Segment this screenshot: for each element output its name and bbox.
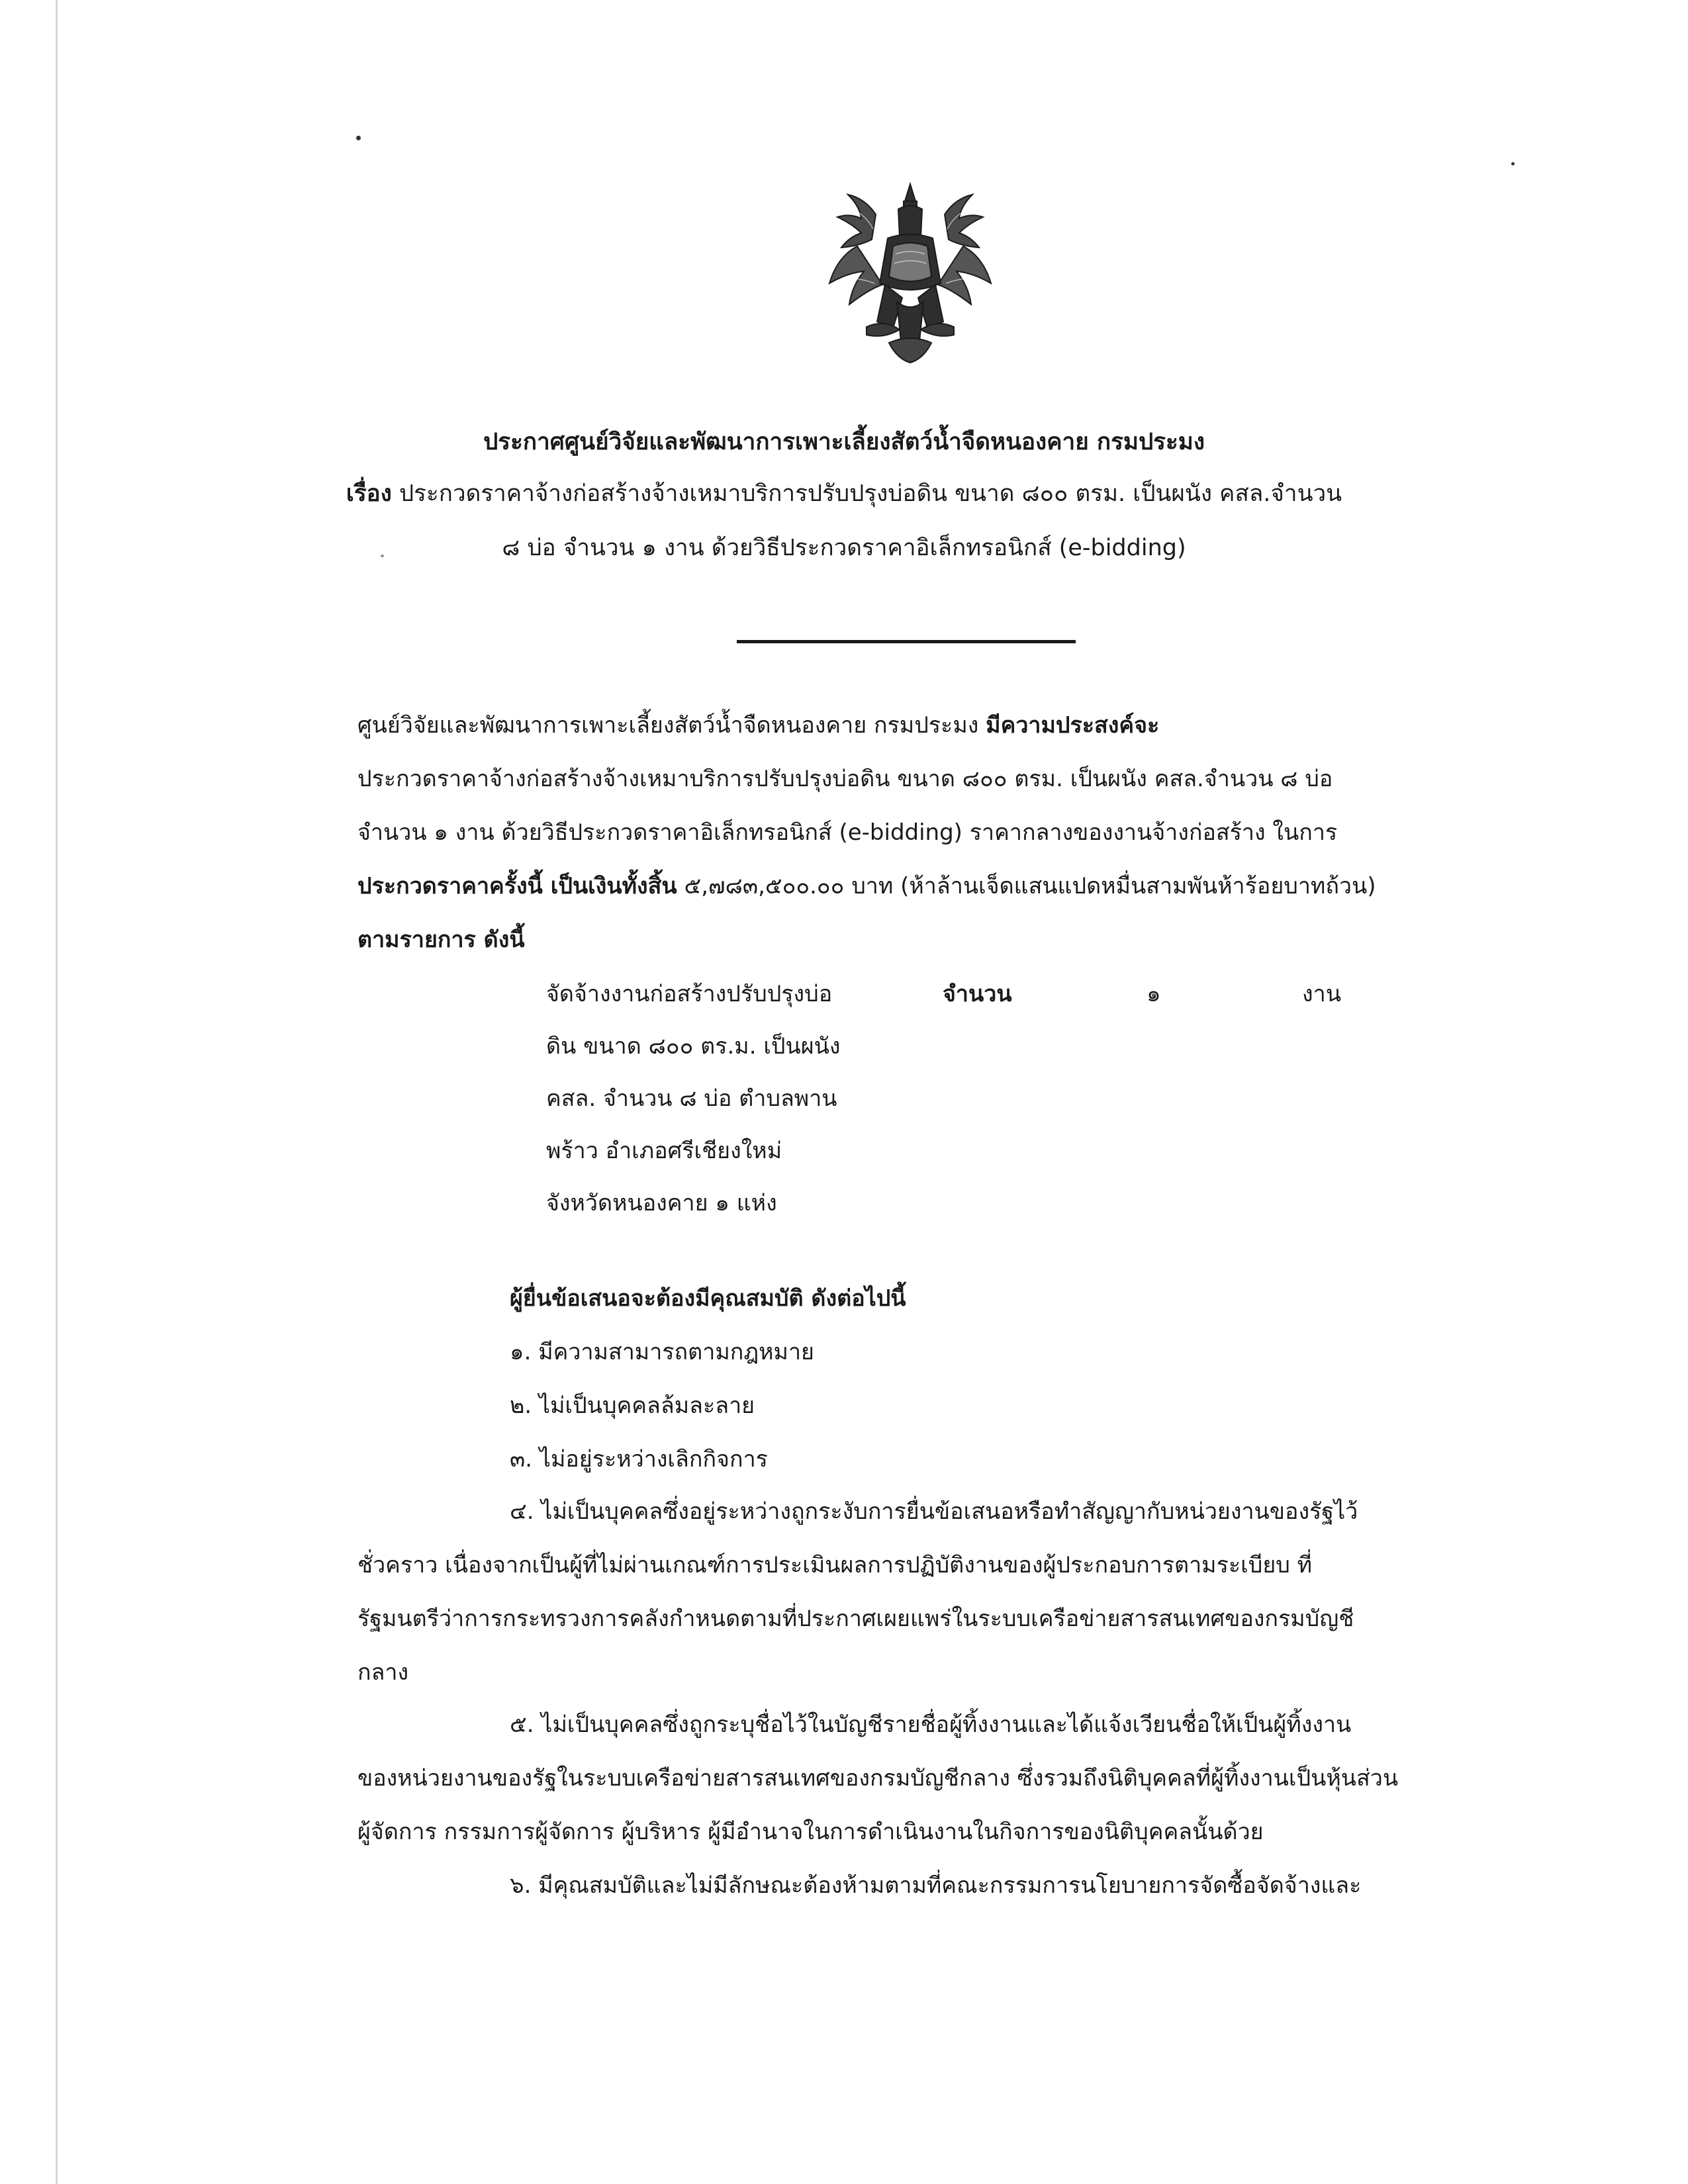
intro-line: ศูนย์วิจัยและพัฒนาการเพาะเลี้ยงสัตว์น้ำจืดหนองคาย กรมประมง มีความประสงค์จะ: [357, 712, 1160, 739]
announcement-subject-cont: ๘ บ่อ จำนวน ๑ งาน ด้วยวิธีประกวดราคาอิเล็กทรอนิกส์ (e-bidding): [502, 535, 1186, 561]
qualification-item-cont: ของหน่วยงานของรัฐในระบบเครือข่ายสารสนเทศของกรมบัญชีกลาง ซึ่งรวมถึงนิติบุคคลที่ผู้ทิ้งงานเป็นหุ้นส่วน: [357, 1765, 1399, 1792]
announcement-title: ประกาศศูนย์วิจัยและพัฒนาการเพาะเลี้ยงสัตว์น้ำจืดหนองคาย กรมประมง: [483, 429, 1205, 455]
item-description: คสล. จำนวน ๘ บ่อ ตำบลพาน: [546, 1085, 837, 1112]
qualification-item: ๓. ไม่อยู่ระหว่างเลิกกิจการ: [510, 1446, 768, 1473]
item-description: จังหวัดหนองคาย ๑ แห่ง: [546, 1190, 777, 1216]
qualification-item: ๔. ไม่เป็นบุคคลซึ่งอยู่ระหว่างถูกระงับการยื่นข้อเสนอหรือทำสัญญากับหน่วยงานของรัฐไว้: [510, 1498, 1358, 1525]
qualification-item-cont: ชั่วคราว เนื่องจากเป็นผู้ที่ไม่ผ่านเกณฑ์การประเมินผลการปฏิบัติงานของผู้ประกอบการตามระเบียบ ที่: [357, 1552, 1313, 1578]
title-divider: [737, 640, 1076, 643]
intro-line: จำนวน ๑ งาน ด้วยวิธีประกวดราคาอิเล็กทรอนิกส์ (e-bidding) ราคากลางของงานจ้างก่อสร้าง ในการ: [357, 819, 1338, 846]
item-description: ดิน ขนาด ๘๐๐ ตร.ม. เป็นผนัง: [546, 1033, 841, 1060]
intro-line: ประกวดราคาจ้างก่อสร้างจ้างเหมาบริการปรับปรุงบ่อดิน ขนาด ๘๐๐ ตรม. เป็นผนัง คสล.จำนวน ๘ บ่อ: [357, 766, 1333, 792]
scan-speck: [1511, 162, 1515, 165]
item-unit: งาน: [1302, 981, 1341, 1007]
item-quantity-label: จำนวน: [943, 981, 1012, 1007]
item-quantity: ๑: [1147, 981, 1161, 1007]
qualifications-heading: ผู้ยื่นข้อเสนอจะต้องมีคุณสมบัติ ดังต่อไปนี้: [510, 1285, 906, 1312]
qualification-item-cont: รัฐมนตรีว่าการกระทรวงการคลังกำหนดตามที่ประกาศเผยแพร่ในระบบเครือข่ายสารสนเทศของกรมบัญชี: [357, 1606, 1354, 1632]
scan-page-edge: [56, 0, 58, 2184]
intro-line: ตามรายการ ดังนี้: [357, 927, 525, 953]
qualification-item-cont: ผู้จัดการ กรรมการผู้จัดการ ผู้บริหาร ผู้มีอำนาจในการดำเนินงานในกิจการของนิติบุคคลนั้นด้วย: [357, 1819, 1264, 1845]
announcement-subject: เรื่อง ประกวดราคาจ้างก่อสร้างจ้างเหมาบริการปรับปรุงบ่อดิน ขนาด ๘๐๐ ตรม. เป็นผนัง คสล.จำนวน: [346, 480, 1342, 507]
intro-line: ประกวดราคาครั้งนี้ เป็นเงินทั้งสิ้น ๕,๗๘๓,๕๐๐.๐๐ บาท (ห้าล้านเจ็ดแสนแปดหมื่นสามพันห้าร้อยบาทถ้วน): [357, 873, 1376, 899]
qualification-item: ๖. มีคุณสมบัติและไม่มีลักษณะต้องห้ามตามที่คณะกรรมการนโยบายการจัดซื้อจัดจ้างและ: [510, 1872, 1362, 1899]
garuda-emblem-icon: [811, 172, 1009, 371]
item-description: จัดจ้างงานก่อสร้างปรับปรุงบ่อ: [546, 981, 833, 1007]
qualification-item: ๑. มีความสามารถตามกฎหมาย: [510, 1339, 814, 1365]
qualification-item-cont: กลาง: [357, 1659, 409, 1686]
qualification-item: ๒. ไม่เป็นบุคคลล้มละลาย: [510, 1392, 755, 1419]
item-description: พร้าว อำเภอศรีเชียงใหม่: [546, 1138, 782, 1164]
scan-speck: [356, 136, 361, 140]
qualification-item: ๕. ไม่เป็นบุคคลซึ่งถูกระบุชื่อไว้ในบัญชีรายชื่อผู้ทิ้งงานและได้แจ้งเวียนชื่อให้เป็นผู้ทิ้งงาน: [510, 1711, 1352, 1738]
